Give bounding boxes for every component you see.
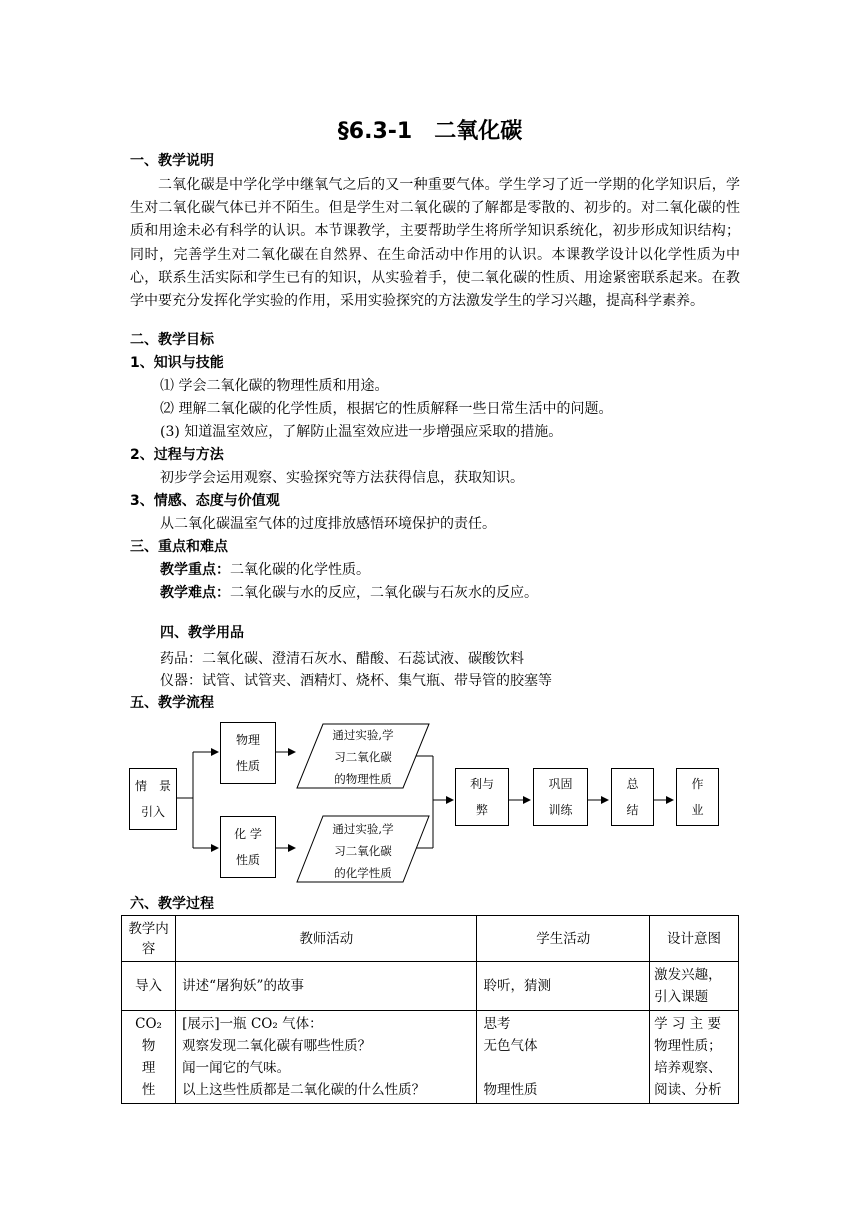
section-heading-1: 一、教学说明 <box>130 153 214 169</box>
key-point-label: 教学重点： <box>160 562 230 578</box>
section-heading-4: 四、教学用品 <box>160 625 244 641</box>
flow-exp-physical-line2: 习二氧化碳 <box>334 750 392 764</box>
flow-intro-line1: 情 景 <box>134 779 171 793</box>
flow-intro-box <box>129 768 177 830</box>
flow-pros-line2: 弊 <box>475 803 488 817</box>
subsection-2-2: 2、过程与方法 <box>130 447 224 463</box>
objective-2-text: 初步学会运用观察、实验探究等方法获得信息，获取知识。 <box>160 470 524 486</box>
cell-line: CO₂ <box>135 1016 162 1032</box>
table-header-intent: 设计意图 <box>650 916 739 962</box>
cell-line: 观察发现二氧化碳有哪些性质？ <box>182 1038 372 1054</box>
materials-tools: 仪器：试管、试管夹、酒精灯、烧杯、集气瓶、带导管的胶塞等 <box>160 673 552 689</box>
objective-1c: (3) 知道温室效应，了解防止温室效应进一步增强应采取的措施。 <box>160 424 563 440</box>
flow-physical-line2: 性质 <box>235 759 260 773</box>
objective-3-text: 从二氧化碳温室气体的过度排放感悟环境保护的责任。 <box>160 516 496 532</box>
section-heading-5: 五、教学流程 <box>130 695 214 711</box>
difficult-point-label: 教学难点： <box>160 585 230 601</box>
subsection-2-1: 1、知识与技能 <box>130 355 224 371</box>
teaching-process-table <box>121 915 739 1104</box>
cell-line: 以上这些性质都是二氧化碳的什么性质？ <box>182 1082 426 1098</box>
section-heading-2: 二、教学目标 <box>130 332 214 348</box>
table-cell: 激发兴趣，引入课题 <box>650 962 739 1011</box>
teaching-flow-chart <box>125 718 745 893</box>
cell-line: 物理性质； <box>654 1038 722 1054</box>
flow-consolidate-line2: 训练 <box>548 803 573 817</box>
flow-physical-box <box>220 722 276 784</box>
table-row <box>122 962 739 1011</box>
table-cell <box>176 1011 477 1104</box>
flow-homework-line1: 作 <box>691 777 704 791</box>
flow-exp-physical <box>313 724 413 790</box>
table-cell: 导入 <box>122 962 176 1011</box>
table-cell <box>477 1011 650 1104</box>
cell-line: 理 <box>141 1060 156 1076</box>
cell-line: 思考 <box>483 1016 511 1032</box>
flow-intro-line2: 引入 <box>140 805 165 819</box>
flow-exp-physical-line1: 通过实验,学 <box>332 728 394 742</box>
flow-consolidate-line1: 巩固 <box>548 777 573 791</box>
cell-line: [展示]一瓶 CO₂ 气体： <box>182 1016 323 1032</box>
table-header-content: 教学内容 <box>122 916 176 962</box>
objective-1b: ⑵ 理解二氧化碳的化学性质，根据它的性质解释一些日常生活中的问题。 <box>160 401 613 417</box>
flow-homework-line2: 业 <box>691 803 704 817</box>
cell-line <box>483 1057 643 1079</box>
flow-homework-box <box>676 768 719 826</box>
difficult-point-text: 二氧化碳与水的反应，二氧化碳与石灰水的反应。 <box>230 585 538 601</box>
table-header-row <box>122 916 739 962</box>
flow-pros-cons-box <box>455 768 509 826</box>
key-point <box>160 559 770 582</box>
table-row <box>122 1011 739 1104</box>
flow-exp-chemical-line2: 习二氧化碳 <box>334 844 392 858</box>
cell-line: 性 <box>141 1082 156 1098</box>
cell-line: 无色气体 <box>483 1038 538 1054</box>
table-cell: 讲述“屠狗妖”的故事 <box>176 962 477 1011</box>
difficult-point <box>160 582 770 605</box>
flow-exp-chemical <box>313 818 413 884</box>
flow-physical-line1: 物理 <box>235 733 260 747</box>
flow-summary-line1: 总 <box>626 777 639 791</box>
flow-summary-box <box>611 768 654 826</box>
subsection-2-3: 3、情感、态度与价值观 <box>130 493 280 509</box>
section-heading-6: 六、教学过程 <box>130 896 214 912</box>
cell-line: 培养观察、 <box>654 1060 722 1076</box>
cell-line: 物 <box>141 1038 156 1054</box>
flow-chemical-line1: 化 学 <box>234 827 262 841</box>
section-1-paragraph: 二氧化碳是中学化学中继氧气之后的又一种重要气体。学生学习了近一学期的化学知识后，学生对二氧化碳气体已并不陌生。但是学生对二氧化碳的了解都是零散的、初步的。对二氧化碳的性质和用途未必有科学的认识。本节课教学，主要帮助学生将所学知识系统化，初步形成知识结构；同时，完善学生对二氧化碳在自然界、在生命活动中作用的认识。本课教学设计以化学性质为中心，联系生活实际和学生已有的知识，从实验着手，使二氧化碳的性质、用途紧密联系起来。在教学中要充分发挥化学实验的作用，采用实验探究的方法激发学生的学习兴趣，提高科学素养。 <box>130 177 740 310</box>
table-header-teacher: 教师活动 <box>176 916 477 962</box>
flow-chemical-box <box>220 816 276 878</box>
table-header-student: 学生活动 <box>477 916 650 962</box>
table-cell <box>122 1011 176 1104</box>
flow-exp-chemical-line1: 通过实验,学 <box>332 822 394 836</box>
page-title: §6.3-1 二氧化碳 <box>337 119 523 144</box>
objective-1a: ⑴ 学会二氧化碳的物理性质和用途。 <box>160 378 389 394</box>
flow-summary-line2: 结 <box>626 803 639 817</box>
flow-exp-chemical-line3: 的化学性质 <box>334 866 392 880</box>
flow-chemical-line2: 性质 <box>235 853 260 867</box>
flow-pros-line1: 利与 <box>469 777 494 791</box>
table-cell <box>650 1011 739 1104</box>
cell-line: 阅读、分析 <box>654 1082 722 1098</box>
flow-exp-physical-line3: 的物理性质 <box>334 772 392 786</box>
cell-line: 闻一闻它的气味。 <box>182 1060 291 1076</box>
key-point-text: 二氧化碳的化学性质。 <box>230 562 370 578</box>
cell-line: 学 习 主 要 <box>654 1016 721 1032</box>
materials-drugs: 药品：二氧化碳、澄清石灰水、醋酸、石蕊试液、碳酸饮料 <box>160 651 524 667</box>
section-heading-3: 三、重点和难点 <box>130 539 228 555</box>
table-cell: 聆听，猜测 <box>477 962 650 1011</box>
flow-consolidate-box <box>533 768 588 826</box>
cell-line: 物理性质 <box>483 1082 538 1098</box>
